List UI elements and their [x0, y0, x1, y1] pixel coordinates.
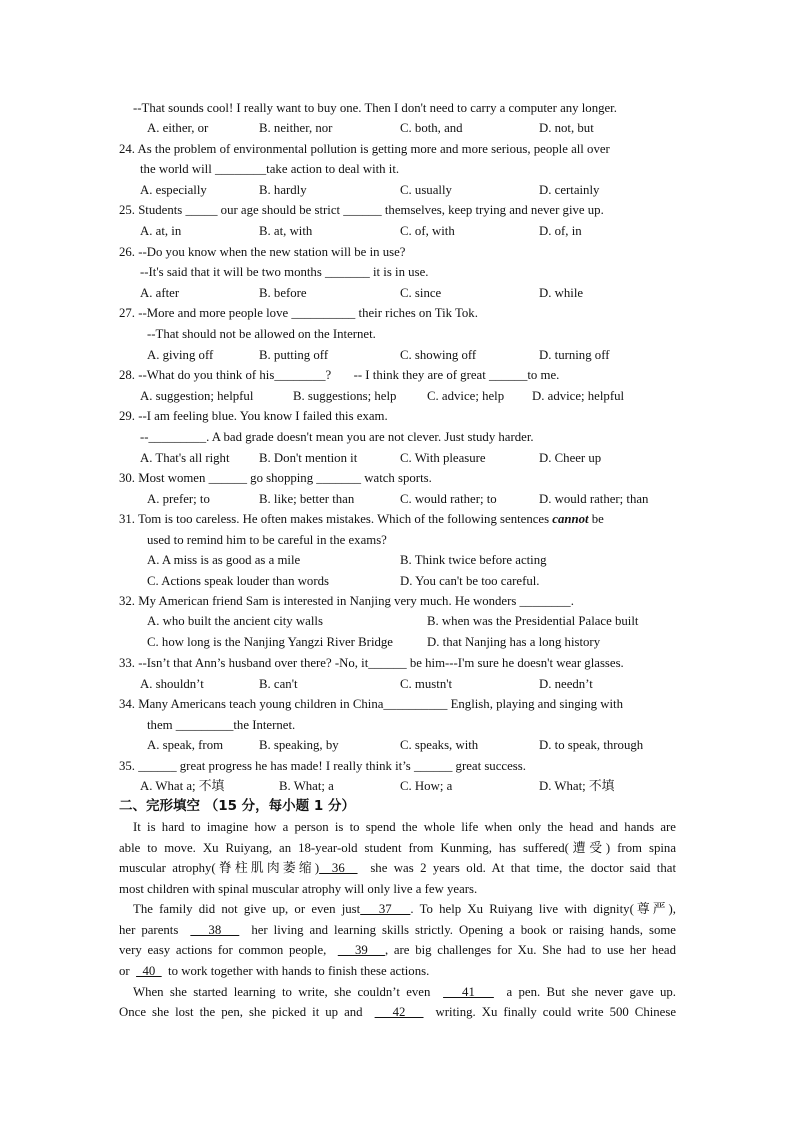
q31-option-c: C. Actions speak louder than words — [147, 574, 329, 588]
passage-p1-line3 — [119, 860, 676, 876]
blank-38: 38 — [190, 923, 240, 937]
q33-option-d: D. needn’t — [539, 677, 593, 691]
q35-option-c: C. How; a — [400, 779, 453, 793]
q29-stem-line2: --_________. A bad grade doesn't mean you are not clever. Just study harder. — [140, 430, 534, 444]
q24-stem-line2: the world will ________take action to deal with it. — [140, 162, 400, 176]
q28-option-c: C. advice; help — [427, 389, 505, 403]
q29-stem-line1: 29. --I am feeling blue. You know I failed this exam. — [119, 409, 388, 423]
blank-39: 39 — [337, 943, 385, 957]
q26-option-a: A. after — [140, 286, 180, 300]
q25-option-c: C. of, with — [400, 224, 455, 238]
passage-p2-line2-b: her living and learning skills strictly. Opening a book or raising hands, some — [239, 923, 676, 937]
q34-stem-line1: 34. Many Americans teach young children in China__________ English, playing and singing with — [119, 697, 623, 711]
passage-p2-line3-a: very easy actions for common people, — [119, 943, 338, 957]
passage-p3-line2-b: writing. Xu finally could write 500 Chinese — [423, 1005, 677, 1019]
q34-option-b: B. speaking, by — [259, 738, 339, 752]
q23-option-d: D. not, but — [539, 121, 594, 135]
passage-p2-line4-a: or — [119, 964, 137, 978]
q23-option-b: B. neither, nor — [259, 121, 333, 135]
q28-option-d: D. advice; helpful — [532, 389, 625, 403]
q32-option-a: A. who built the ancient city walls — [147, 614, 323, 628]
q30-option-d: D. would rather; than — [539, 492, 649, 506]
q26-stem-line1: 26. --Do you know when the new station will be in use? — [119, 245, 406, 259]
q34-option-c: C. speaks, with — [400, 738, 479, 752]
q33-stem: 33. --Isn’t that Ann’s husband over there? -No, it______ be him---I'm sure he doesn't wear glasses. — [119, 656, 624, 670]
blank-41: 41 — [443, 985, 494, 999]
q24-option-a: A. especially — [140, 183, 207, 197]
q34-option-d: D. to speak, through — [539, 738, 644, 752]
blank-42: 42 — [374, 1005, 424, 1019]
passage-p2-line4 — [119, 963, 429, 979]
q25-option-a: A. at, in — [140, 224, 182, 238]
q32-option-d: D. that Nanjing has a long history — [427, 635, 601, 649]
q26-option-d: D. while — [539, 286, 584, 300]
q31-stem-part2: be — [588, 512, 604, 526]
passage-p2-line2-a: her parents — [119, 923, 191, 937]
q30-option-c: C. would rather; to — [400, 492, 497, 506]
q33-option-c: C. mustn't — [400, 677, 453, 691]
passage-p3-line2 — [119, 1004, 676, 1020]
q28-stem: 28. --What do you think of his________? -- I think they are of great ______to me. — [119, 368, 560, 382]
q33-option-a: A. shouldn’t — [140, 677, 204, 691]
q24-stem-line1: 24. As the problem of environmental pollution is getting more and more serious, people all over — [119, 142, 610, 156]
q33-option-b: B. can't — [259, 677, 298, 691]
q27-option-d: D. turning off — [539, 348, 610, 362]
q24-option-d: D. certainly — [539, 183, 600, 197]
passage-p2-line4-b: to work together with hands to finish these actions. — [161, 964, 430, 978]
q34-stem-line2: them _________the Internet. — [147, 718, 296, 732]
q35-option-a: A. What a; 不填 — [140, 779, 225, 793]
blank-36: 36 — [319, 861, 358, 875]
q27-stem-line1: 27. --More and more people love __________ their riches on Tik Tok. — [119, 306, 478, 320]
q27-option-a: A. giving off — [147, 348, 214, 362]
q31-emphasis: cannot — [552, 512, 589, 526]
passage-p3-line1 — [133, 984, 676, 1000]
q29-option-d: D. Cheer up — [539, 451, 602, 465]
q29-option-a: A. That's all right — [140, 451, 230, 465]
q28-option-b: B. suggestions; help — [293, 389, 397, 403]
passage-p1-line3-a: muscular atrophy(脊柱肌肉萎缩) — [119, 861, 320, 875]
q30-stem: 30. Most women ______ go shopping _______ watch sports. — [119, 471, 432, 485]
q29-option-c: C. With pleasure — [400, 451, 486, 465]
q31-option-b: B. Think twice before acting — [400, 553, 547, 567]
q25-option-b: B. at, with — [259, 224, 313, 238]
q23-option-a: A. either, or — [147, 121, 209, 135]
q23-dialog: --That sounds cool! I really want to buy one. Then I don't need to carry a computer any longer. — [133, 101, 617, 115]
q31-stem-line1 — [119, 511, 604, 527]
q30-option-b: B. like; better than — [259, 492, 355, 506]
passage-p1-line3-b: she was 2 years old. At that time, the doctor said that — [357, 861, 676, 875]
passage-p2-line3 — [119, 942, 676, 958]
passage-p3-line1-a: When she started learning to write, she couldn’t even — [133, 985, 444, 999]
blank-37: 37 — [360, 902, 411, 916]
q30-option-a: A. prefer; to — [147, 492, 210, 506]
passage-p1-line4: most children with spinal muscular atrophy will only live a few years. — [119, 882, 478, 896]
q35-stem: 35. ______ great progress he has made! I really think it’s ______ great success. — [119, 759, 526, 773]
q27-option-b: B. putting off — [259, 348, 329, 362]
passage-p1-line2: able to move. Xu Ruiyang, an 18-year-old student from Kunming, has suffered(遭受) from spina — [119, 841, 676, 855]
q31-stem-line2: used to remind him to be careful in the exams? — [147, 533, 387, 547]
q23-option-c: C. both, and — [400, 121, 463, 135]
q31-option-a: A. A miss is as good as a mile — [147, 553, 301, 567]
q25-stem: 25. Students _____ our age should be strict ______ themselves, keep trying and never give up. — [119, 203, 604, 217]
q32-option-b: B. when was the Presidential Palace built — [427, 614, 639, 628]
q32-option-c: C. how long is the Nanjing Yangzi River Bridge — [147, 635, 393, 649]
q29-option-b: B. Don't mention it — [259, 451, 358, 465]
q27-option-c: C. showing off — [400, 348, 477, 362]
section-title-cloze: 二、完形填空 （15 分，每小题 1 分） — [119, 798, 355, 814]
q34-option-a: A. speak, from — [147, 738, 224, 752]
q31-option-d: D. You can't be too careful. — [400, 574, 540, 588]
blank-40: 40 — [136, 964, 162, 978]
passage-p2-line1-b: . To help Xu Ruiyang live with dignity(尊严), — [410, 902, 676, 916]
q24-option-c: C. usually — [400, 183, 452, 197]
q31-stem-part1: 31. Tom is too careless. He often makes mistakes. Which of the following sentences — [119, 512, 553, 526]
passage-p3-line1-b: a pen. But she never gave up. — [493, 985, 676, 999]
q35-option-b: B. What; a — [279, 779, 334, 793]
q26-stem-line2: --It's said that it will be two months _______ it is in use. — [140, 265, 429, 279]
passage-p2-line2 — [119, 922, 676, 938]
passage-p2-line1-a: The family did not give up, or even just — [133, 902, 361, 916]
passage-p2-line3-b: , are big challenges for Xu. She had to use her head — [384, 943, 676, 957]
q26-option-c: C. since — [400, 286, 442, 300]
q24-option-b: B. hardly — [259, 183, 307, 197]
q28-option-a: A. suggestion; helpful — [140, 389, 254, 403]
q35-option-d: D. What; 不填 — [539, 779, 615, 793]
q25-option-d: D. of, in — [539, 224, 582, 238]
passage-p3-line2-a: Once she lost the pen, she picked it up and — [119, 1005, 375, 1019]
passage-p2-line1 — [133, 901, 676, 917]
passage-p1-line1: It is hard to imagine how a person is to spend the whole life when only the head and hands are — [133, 820, 676, 834]
q26-option-b: B. before — [259, 286, 307, 300]
q32-stem: 32. My American friend Sam is interested in Nanjing very much. He wonders ________. — [119, 594, 574, 608]
q27-stem-line2: --That should not be allowed on the Internet. — [147, 327, 376, 341]
